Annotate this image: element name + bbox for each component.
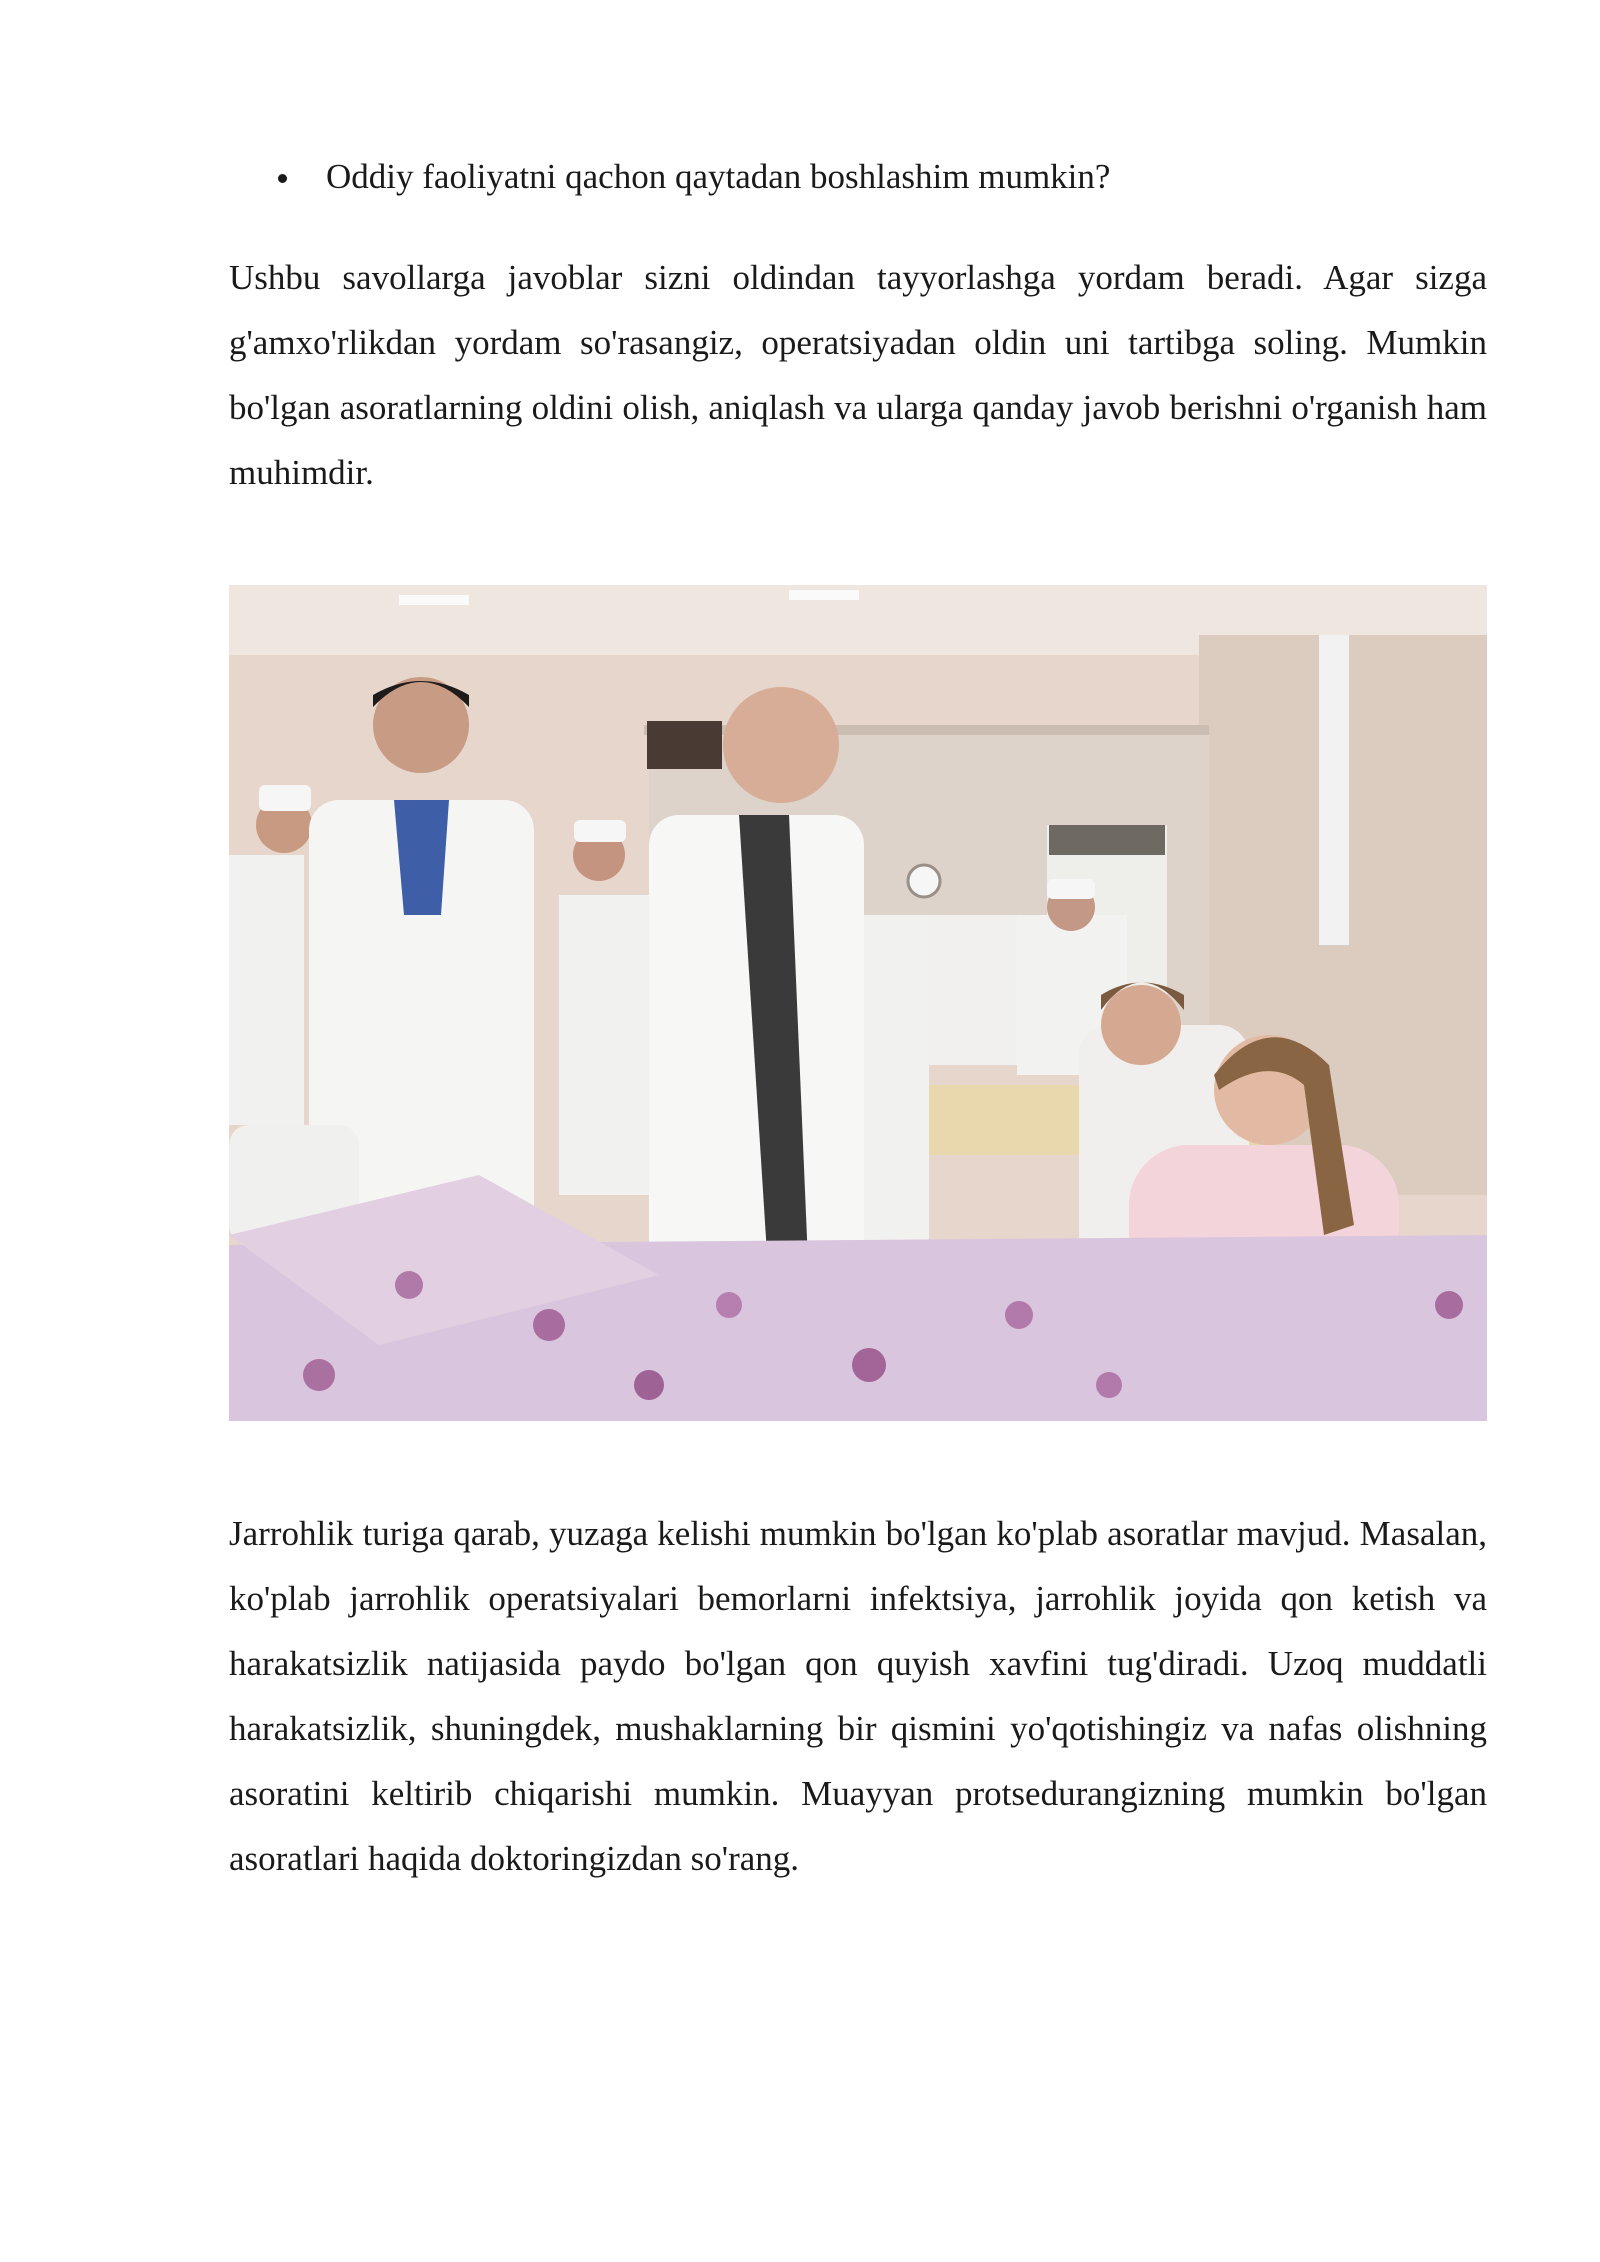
hospital-ward-illustration [229,585,1487,1421]
ceiling-light [399,595,469,605]
door-transom [1049,825,1165,855]
hospital-ward-photo [229,585,1487,1421]
bullet-list [229,150,1487,204]
paragraph-preparation: Ushbu savollarga javoblar sizni oldindan tayyorlashga yordam beradi. Agar sizga g'amxo'rlikdan yordam so'rasangiz, operatsiyadan oldin uni tartibga soling. Mumkin bo'lgan asoratlarning oldini olish, aniqlash va ularga qanday javob berishni o'rganish ham muhimdir. [229,258,1487,492]
paragraph-complications: Jarrohlik turiga qarab, yuzaga kelishi mumkin bo'lgan ko'plab asoratlar mavjud. Masalan, ko'plab jarrohlik operatsiyalari bemorlarni infektsiya, jarrohlik joyida qon ketish va harakatsizlik natijasida paydo bo'lgan qon quyish xavfini tug'diradi. Uzoq muddatli harakatsizlik, shuningdek, mushaklarning bir qismini yo'qotishingiz va nafas olishning asoratini keltirib chiqarishi mumkin. Muayyan protsedurangizning mumkin bo'lgan asoratlari haqida doktoringizdan so'rang. [229,1514,1487,1878]
bullet-dot [278,174,287,183]
wall-clock [908,865,940,897]
ceiling-light [789,590,859,600]
bullet-item [229,150,1487,204]
window-frame [1319,635,1349,945]
bullet-text: Oddiy faoliyatni qachon qaytadan boshlashim mumkin? [326,157,1111,196]
vent [647,721,722,769]
